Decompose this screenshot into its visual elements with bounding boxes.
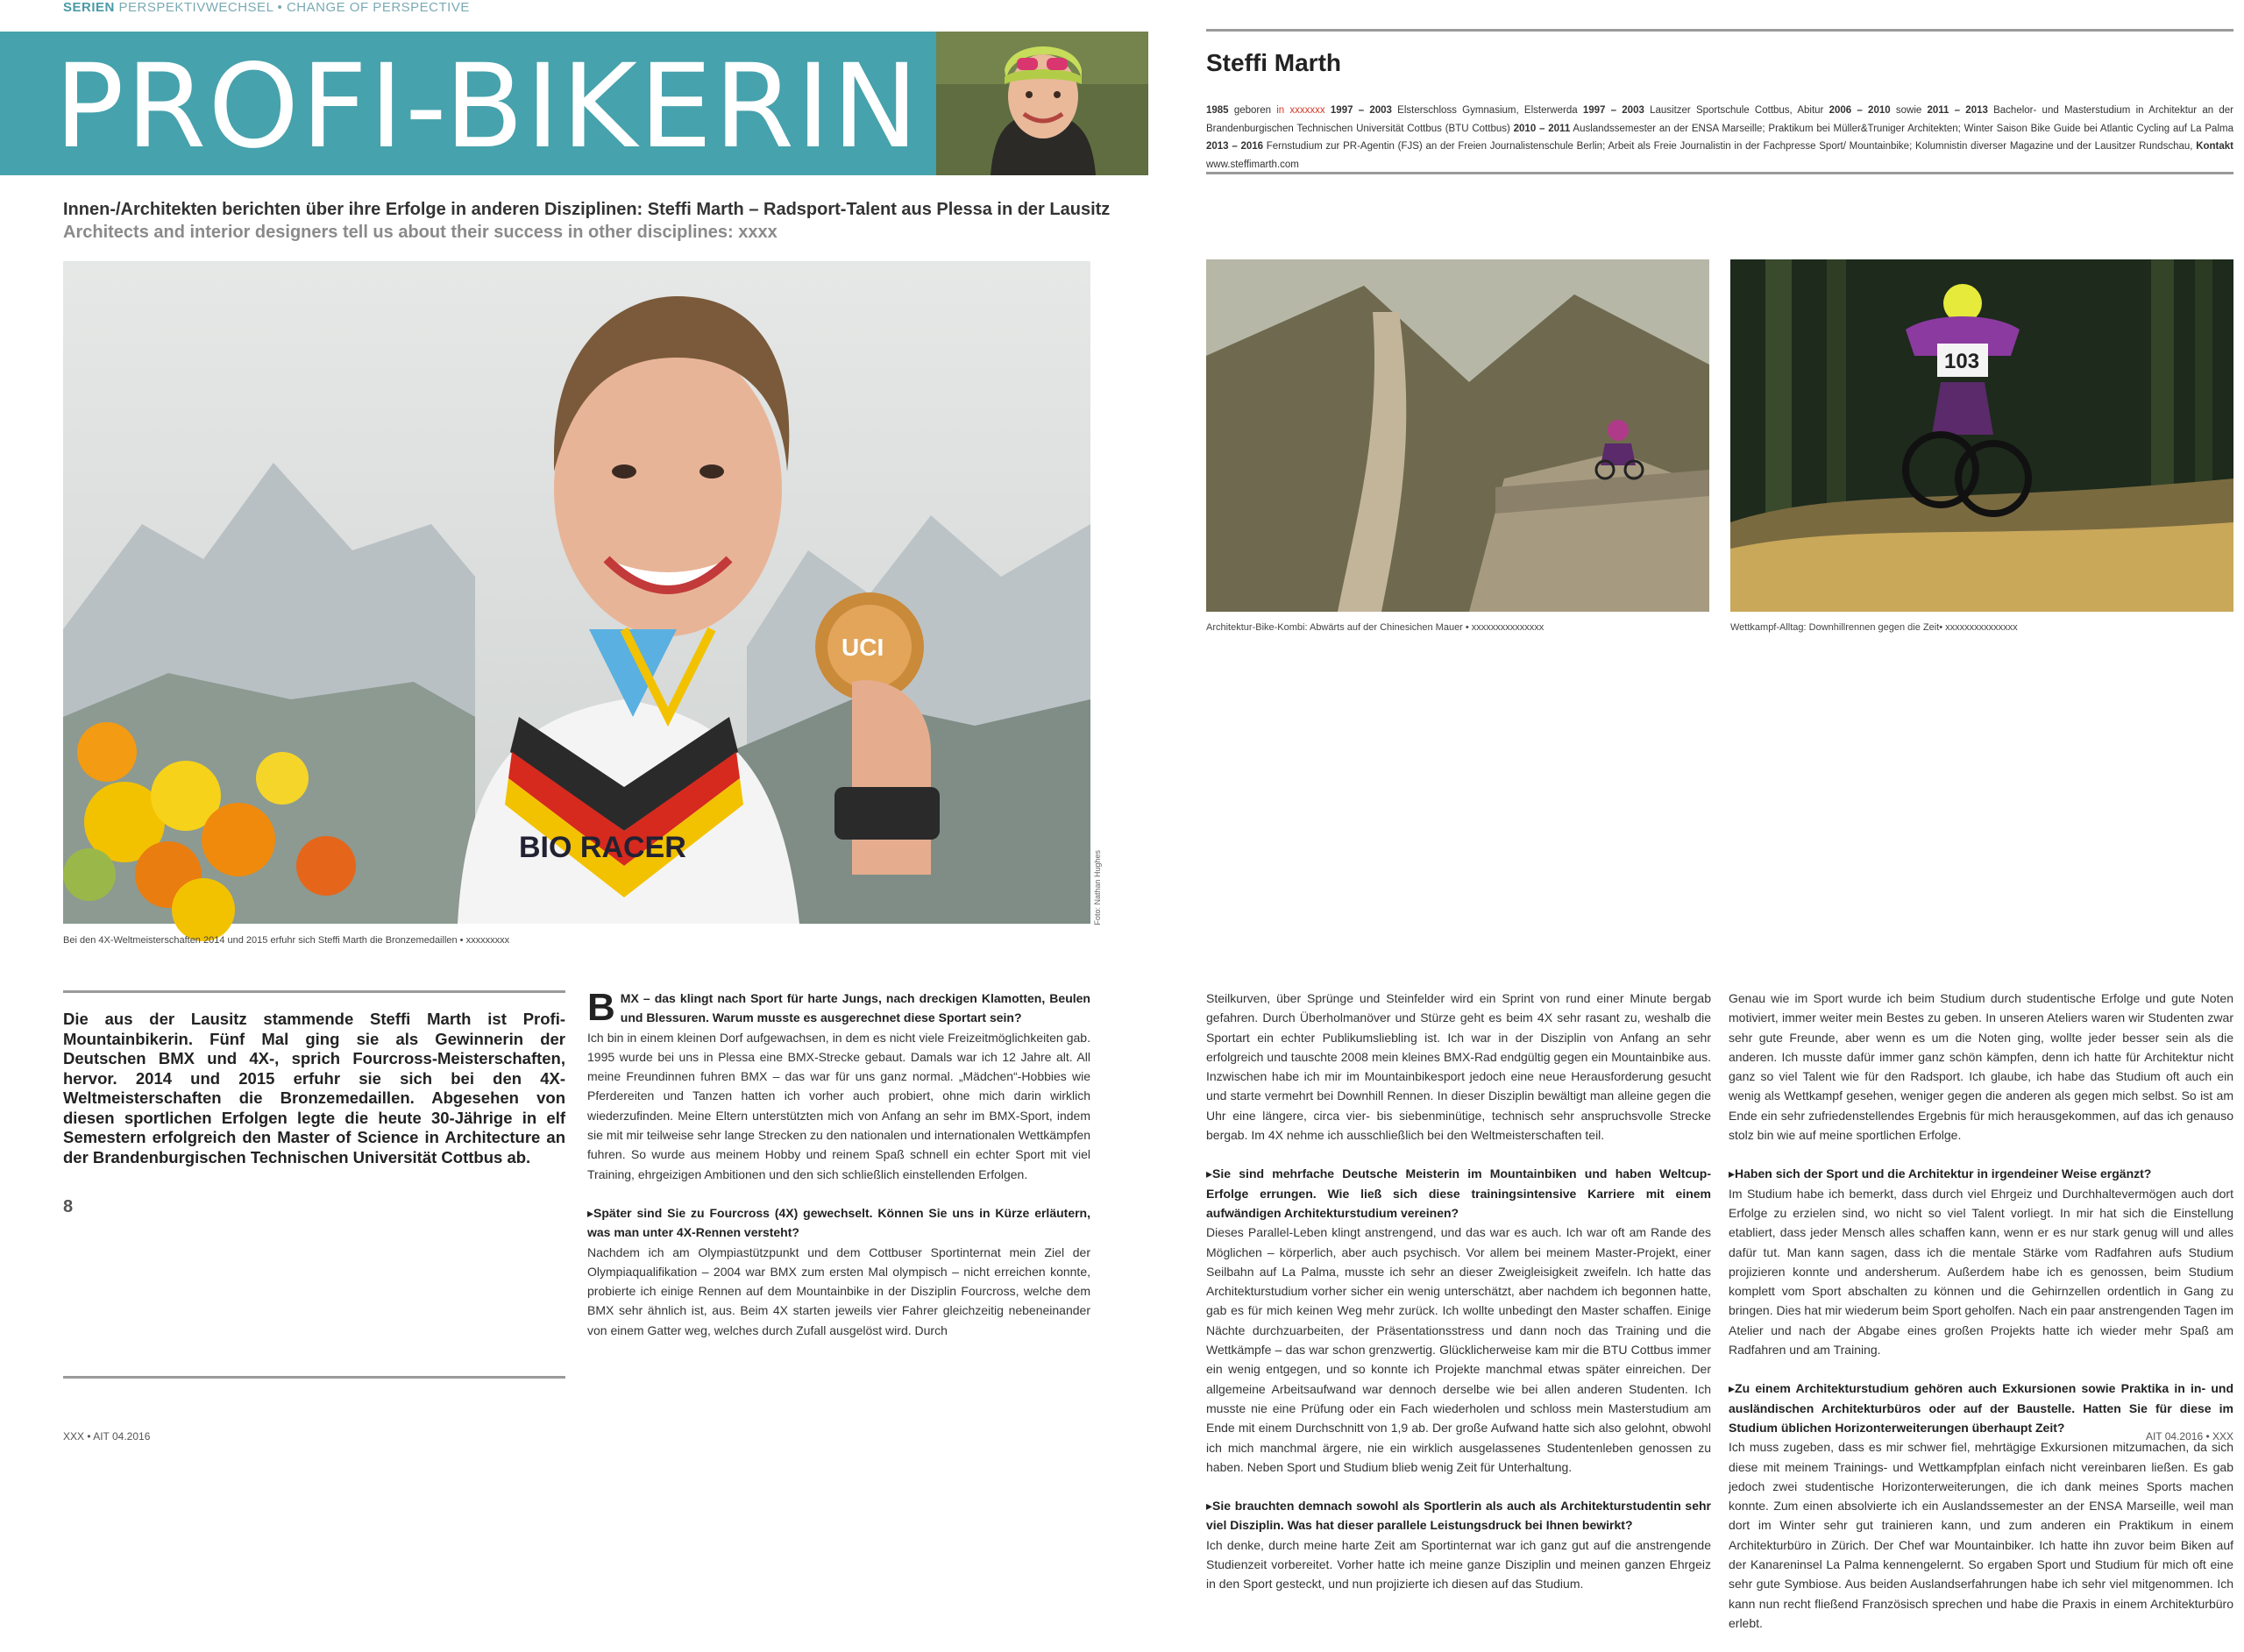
downhill-race-photo <box>1730 259 2233 612</box>
text-column-2 <box>1206 989 1711 1613</box>
footer-right: AIT 04.2016 • XXX <box>2145 1430 2233 1443</box>
bio-year: 2006 – 2010 <box>1829 105 1891 116</box>
interview-answer: Ich muss zugeben, dass es mir schwer fiel, mehrtägige Exkursionen mitzumachen, da sich diese mit meinem Trainings- und Wettkampfplan einfach nicht vereinbaren ließen. Es gab jedoch zwei studentische Horizonterweiterungen, die ich dank meines Sports machen konnte. Zum einen absolvierte ich ein Auslandssemester an der ENSA Marseille, weil man dort im Winter sehr gut trainieren kann, und zum anderen ein Praktikum in einem Architekturbüro in Zürich. Der Chef war Mountainbiker. Ich hatte ihn zuvor beim Biken auf der Kanareninsel La Palma kennengelernt. So ergaben Sport und Studium für mich oft eine sehr gute Symbiose. Aus beiden Auslandserfahrungen habe ich sehr viel mitgenommen. Ich kann nun recht fließend Französisch sprechen und habe die Praxis in einem Architekturbüro erlebt. <box>1729 1440 2233 1630</box>
divider-rule <box>63 990 565 993</box>
race-number: 103 <box>1944 350 1980 373</box>
interview-answer: Im Studium habe ich bemerkt, dass durch viel Ehrgeiz und Durchhaltevermögen auch dort Erfolge zu erzielen sind, wo nicht so viel Talent vorliegt. In mir hat sich die Einstellung etabliert, dass jeder Mensch alles schaffen kann, wenn er es nur stark genug will und alles dafür tut. Man kann sagen, dass ich die mentale Stärke vom Radfahren aufs Studium projizieren konnte und andersherum. Außerdem habe ich es genossen, beim Studium komplett vom Sport abschalten zu können und die Gehirnzellen ordentlich in Gang zu bringen. Dies hat mir wiederum beim Sport geholfen. Nach ein paar anstrengenden Tagen im Atelier und nach der Abgabe eines großen Projekts hatte ich wieder mehr Spaß am Radfahren und am Training. <box>1729 1186 2233 1358</box>
bio-text-segment: Fernstudium zur PR-Agentin (FJS) an der Freien Journalistenschule Berlin; Arbeit als Freie Journalistin in der Fachpresse Sport/ Mountainbike; Kolumnistin diverser Magazine und der Lausitzer Rundschau, <box>1263 141 2197 152</box>
text-column-3 <box>1729 989 2233 1652</box>
title-banner <box>0 32 1148 175</box>
page-number: 8 <box>63 1197 74 1216</box>
bio-contact-label: Kontakt <box>2196 141 2233 152</box>
question-text: MX – das klingt nach Sport für harte Jungs, nach dreckigen Klamotten, Beulen und Blessuren. Warum musste es ausgerechnet diese Sportart sein? <box>620 991 1090 1025</box>
intro-heading-en: Architects and interior designers tell us about their success in other disciplines: xxxx <box>63 223 778 242</box>
bio-year: 1997 – 2003 <box>1582 105 1644 116</box>
interview-question <box>587 986 1090 1029</box>
bio-text <box>1206 102 2233 174</box>
interview-question: ▸ Haben sich der Sport und die Architektur in irgendeiner Weise ergänzt? <box>1729 1164 2233 1183</box>
series-separator: • <box>277 0 283 15</box>
bio-year: 2011 – 2013 <box>1927 105 1988 116</box>
divider-rule <box>1206 29 2233 32</box>
divider-rule <box>63 1376 565 1379</box>
interview-answer: Genau wie im Sport wurde ich beim Studium durch studentische Erfolge und gute Noten motiviert, immer weiter mein Bestes zu geben. In unseren Ateliers waren wir Studenten zwar sehr gute Freunde, aber wenn es um die Noten ging, wollte jeder besser sein als die anderen. Ich musste dafür immer ganz schön kämpfen, denn ich hatte für Architektur nicht ganz so viel Talent wie für den Radsport. Ich glaube, ich habe das Studium oft auch ein wenig als Wettkampf gesehen, weniger gegen die anderen als gegen mich selbst. So ist am Ende ein sehr zufriedenstellendes Ergebnis für mich herausgekommen, auf das ich genauso stolz bin wie auf meine sportlichen Erfolge. <box>1729 991 2233 1143</box>
series-de: PERSPEKTIVWECHSEL <box>118 0 273 15</box>
interview-answer: Nachdem ich am Olympiastützpunkt und dem Cottbuser Sportinternat mein Ziel der Olympiaqualifikation – 2004 war BMX zum ersten Mal olympisch – nicht erreichen konnte, probierte ich einige Rennen auf dem Mountainbike in der Disziplin Fourcross, welche dem BMX sehr ähnlich ist, aus. Beim 4X starten jeweils vier Fahrer gleichzeitig nebeneinander von einem Gatter weg, welches durch Zufall ausgelöst wird. Durch <box>587 1244 1090 1337</box>
drop-cap: B <box>587 986 615 1029</box>
text-column-1 <box>587 986 1090 1359</box>
main-photo-caption: Bei den 4X-Weltmeisterschaften 2014 und 2015 erfuhr sich Steffi Marth die Bronzemedaillen • xxxxxxxxx <box>63 935 510 946</box>
portrait-photo <box>936 32 1148 175</box>
interview-answer: Ich denke, durch meine harte Zeit am Sportinternat war ich ganz gut auf die anstrengende Studienzeit vorbereitet. Vorher hatte ich meine ganze Disziplin und meinen ganzen Ehrgeiz in den Sport gesteckt, und nun projizierte ich diesen auf das Studium. <box>1206 1537 1711 1592</box>
main-photo <box>63 261 1090 924</box>
page-title: PROFI-BIKERIN <box>54 39 920 174</box>
interview-question: ▸ Sie sind mehrfache Deutsche Meisterin im Mountainbiken und haben Weltcup-Erfolge errungen. Wie ließ sich diese trainingsintensive Karriere mit einem aufwändigen Architekturstudium vereinen? <box>1206 1164 1711 1223</box>
bio-year: 2010 – 2011 <box>1513 123 1571 134</box>
bio-year: 2013 – 2016 <box>1206 141 1264 152</box>
interview-question: ▸ Später sind Sie zu Fourcross (4X) gewechselt. Können Sie uns in Kürze erläutern, was man unter 4X-Rennen versteht? <box>587 1203 1090 1243</box>
interview-question: ▸ Sie brauchten demnach sowohl als Sportlerin als auch als Architekturstudentin sehr viel Disziplin. Was hat dieser parallele Leistungsdruck bei Ihnen bewirkt? <box>1206 1496 1711 1535</box>
photo-credit: Foto: Nathan Hughes <box>1093 850 1102 925</box>
bio-text-segment: Lausitzer Sportschule Cottbus, Abitur <box>1644 105 1829 116</box>
bio-contact: www.steffimarth.com <box>1206 159 1299 170</box>
series-line <box>63 0 470 15</box>
medal-text: UCI <box>842 634 884 661</box>
interview-question: ▸ Zu einem Architekturstudium gehören auch Exkursionen sowie Praktika in in- und ausländischen Architekturbüros oder auf der Baustelle. Hatten Sie für diese im Studium üblichen Horizonterweiterungen überhaupt Zeit? <box>1729 1379 2233 1437</box>
footer-left: XXX • AIT 04.2016 <box>63 1430 151 1443</box>
bio-text-segment: Bachelor- und Masterstudium in Architektur an der Brandenburgischen Technischen Universität Cottbus (BTU Cottbus) <box>1206 105 2233 134</box>
bio-text-segment: geboren <box>1228 105 1277 116</box>
series-en: CHANGE OF PERSPECTIVE <box>286 0 470 15</box>
interview-answer: Ich bin in einem kleinen Dorf aufgewachsen, in dem es nicht viele Freizeitmöglichkeiten gab. 1995 wurde bei uns in Plessa eine BMX-Strecke gebaut. Damals war ich 12 Jahre alt. All meine Freundinnen fuhren BMX – das war für uns ganz normal. „Mädchen“-Hobbies wie Pferdereiten und Tanzen hatten ich vorher auch probiert, ohne mich darin wirklich wiederzufinden. Meine Eltern unterstützten mich von Anfang an sehr im BMX-Sport, indem sie mit mir teilweise sehr lange Strecken zu den nationalen und internationalen Wettkämpfen fuhren. So wurde aus meinem Hobby und reinem Spaß schnell ein echter Sport mit viel Training, ehrgeizigen Ambitionen und den sich schließlich einstellenden Erfolgen. <box>587 1030 1090 1181</box>
jersey-text: BIO RACER <box>519 831 686 864</box>
bio-year: 1997 – 2003 <box>1324 105 1392 116</box>
bio-year: 1985 <box>1206 105 1229 116</box>
divider-rule <box>1206 172 2233 174</box>
interview-answer: Dieses Parallel-Leben klingt anstrengend, und das war es auch. Ich war oft am Rande des Möglichen – körperlich, aber auch psychisch. Vor allem bei meinem Master-Projekt, einer Seilbahn auf La Palma, musste ich sehr an dieser Zweigleisigkeit zweifeln. Ich hatte das Architekturstudium vorher sicher ein wenig unterschätzt, aber nachdem ich begonnen hatte, gab es für mich keinen Weg mehr zurück. Ich wollte unbedingt den Master schaffen. Einige Nächte durchzuarbeiten, der Präsentationsstress und dann noch das Training und die Wettkämpfe – das war schon grenzwertig. Glücklicherweise kam mir die BTU Cottbus immer ein wenig entgegen, und so konnte ich Projekte manchmal etwas später einreichen. Der allgemeine Arbeitsaufwand war dennoch derselbe wie bei allen anderen Studenten. Ich musste nie eine Prüfung oder ein Fach wiederholen und schloss mein Masterstudium am Ende mit einem Durchschnitt von 1,9 ab. Der große Aufwand hatte sich also gelohnt, obwohl ich mich manchmal ärgere, nie ein wirklich ausgelassenes Studentenleben genossen zu haben. Neben Sport und Studium blieb wenig Zeit für Unterhaltung. <box>1206 1225 1711 1474</box>
intro-heading-de: Innen-/Architekten berichten über ihre Erfolge in anderen Disziplinen: Steffi Marth – Radsport-Talent aus Plessa in der Lausitz <box>63 200 1111 219</box>
great-wall-caption: Architektur-Bike-Kombi: Abwärts auf der Chinesichen Mauer • xxxxxxxxxxxxxxx <box>1206 622 1545 633</box>
bio-text-segment: Auslandssemester an der ENSA Marseille; Praktikum bei Müller&Truniger Architekten; Winter Saison Bike Guide bei Atlantic Cycling auf La Palma <box>1570 123 2233 134</box>
bio-text-segment: sowie <box>1890 105 1928 116</box>
interview-answer: Steilkurven, über Sprünge und Steinfelder wird ein Sprint von rund einer Minute bergab gefahren. Durch Überholmanöver und Stürze geht es beim 4X sehr rasant zu, weshalb die Sportart ein echter Publikumsliebling ist. Ich war in der Disziplin von Anfang an sehr erfolgreich und tauschte 2008 mein kleines BMX-Rad endgültig gegen ein Mountainbike aus. Inzwischen habe ich mir im Mountainbikesport jedoch eine neue Herausforderung gesucht und starte vermehrt bei Downhill Rennen. In dieser Disziplin bewältigt man alleine gegen die Uhr eine längere, circa vier- bis siebenminütige, technisch sehr anspruchsvolle Strecke bergab. Im 4X nehme ich ausschließlich bei den Weltmeisterschaften teil. <box>1206 991 1711 1143</box>
lead-paragraph: Die aus der Lausitz stammende Steffi Marth ist Profi-Mountainbikerin. Fünf Mal ging sie als Gewinnerin der Deutschen BMX und 4X-, sprich Fourcross-Meisterschaften, hervor. 2014 und 2015 erfuhr sie sich bei den 4X-Weltmeisterschaften die Bronzemedaillen. Abgesehen von diesen sportlichen Erfolgen legte die heute 30-Jährige in elf Semestern erfolgreich den Master of Science in Architecture an der Brandenburgischen Technischen Universität Cottbus ab. <box>63 1010 565 1166</box>
downhill-race-caption: Wettkampf-Alltag: Downhillrennen gegen die Zeit• xxxxxxxxxxxxxxx <box>1730 622 2018 633</box>
bio-placeholder: in xxxxxxx <box>1276 105 1325 116</box>
bio-text-segment: Elsterschloss Gymnasium, Elsterwerda <box>1391 105 1583 116</box>
series-label: SERIEN <box>63 0 115 15</box>
person-name: Steffi Marth <box>1206 49 1341 76</box>
great-wall-photo <box>1206 259 1709 612</box>
